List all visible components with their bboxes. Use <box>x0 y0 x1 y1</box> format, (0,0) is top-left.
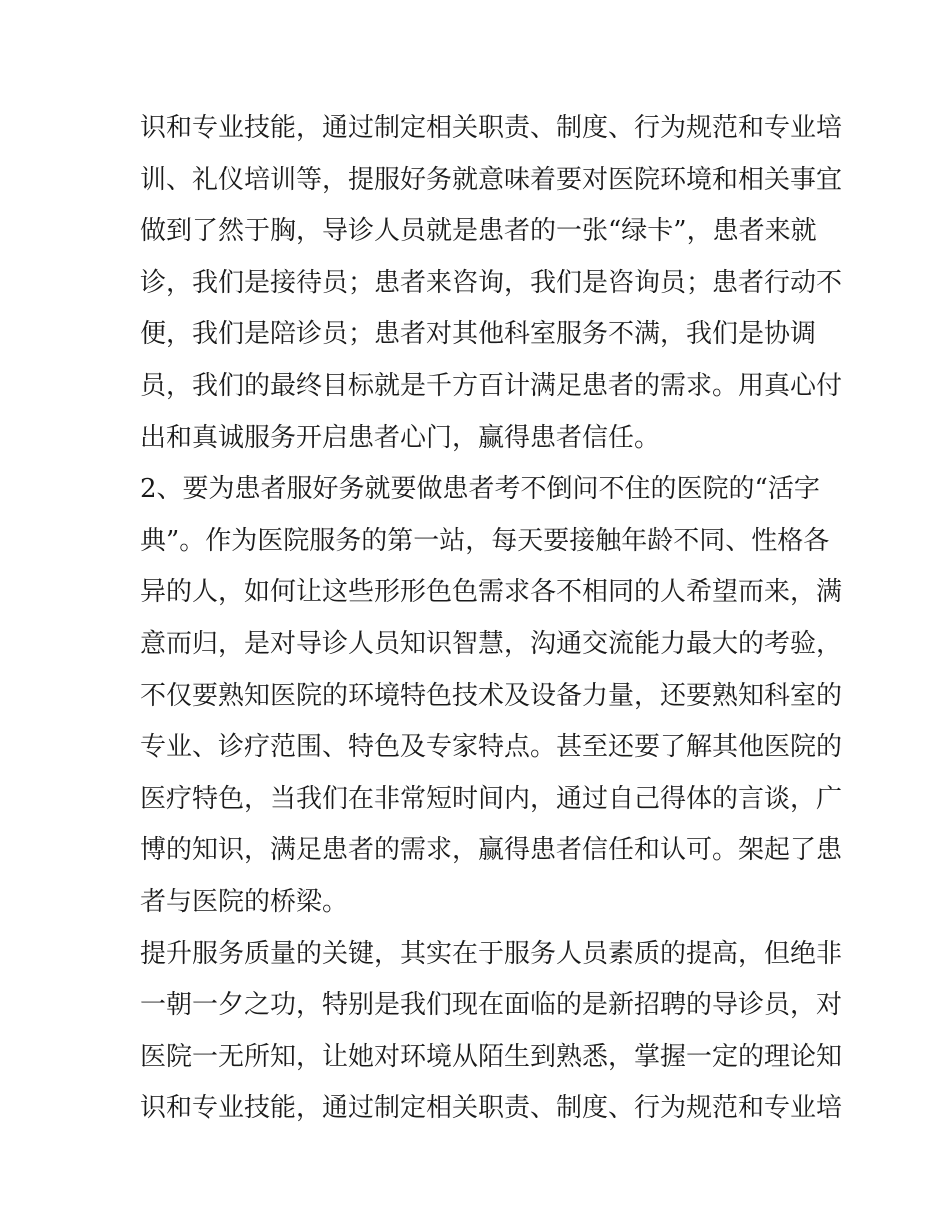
text-line: 员，我们的最终目标就是千方百计满足患者的需求。用真心付 <box>140 370 843 401</box>
text-line: 医院一无所知，让她对环境从陌生到熟悉，掌握一定的理论知 <box>140 1041 843 1072</box>
text-line: 便，我们是陪诊员；患者对其他科室服务不满，我们是协调 <box>140 319 817 350</box>
text-line: 意而归，是对导诊人员知识智慧，沟通交流能力最大的考验， <box>140 628 843 659</box>
text-line: 一朝一夕之功，特别是我们现在面临的是新招聘的导诊员，对 <box>140 990 843 1021</box>
text-line: 识和专业技能，通过制定相关职责、制度、行为规范和专业培 <box>140 1093 843 1124</box>
text-line: 训、礼仪培训等，提服好务就意味着要对医院环境和相关事宜 <box>140 164 843 195</box>
text-line: 不仅要熟知医院的环境特色技术及设备力量，还要熟知科室的 <box>140 680 843 711</box>
text-line: 做到了然于胸，导诊人员就是患者的一张“绿卡”，患者来就 <box>140 216 817 247</box>
text-line: 者与医院的桥梁。 <box>140 886 349 917</box>
text-line: 诊，我们是接待员；患者来咨询，我们是咨询员；患者行动不 <box>140 267 843 298</box>
text-line: 2、要为患者服好务就要做患者考不倒问不住的医院的“活字 <box>140 474 820 505</box>
text-line: 出和真诚服务开启患者心门，赢得患者信任。 <box>140 422 661 453</box>
document-body <box>140 103 843 1135</box>
text-line: 异的人，如何让这些形形色色需求各不相同的人希望而来，满 <box>140 577 843 608</box>
text-line: 专业、诊疗范围、特色及专家特点。甚至还要了解其他医院的 <box>140 732 843 763</box>
text-line: 提升服务质量的关键，其实在于服务人员素质的提高，但绝非 <box>140 938 843 969</box>
text-line: 博的知识，满足患者的需求，赢得患者信任和认可。架起了患 <box>140 835 843 866</box>
text-line: 医疗特色，当我们在非常短时间内，通过自己得体的言谈，广 <box>140 783 843 814</box>
text-line: 识和专业技能，通过制定相关职责、制度、行为规范和专业培 <box>140 113 843 143</box>
text-line: 典”。作为医院服务的第一站，每天要接触年龄不同、性格各 <box>140 525 830 556</box>
